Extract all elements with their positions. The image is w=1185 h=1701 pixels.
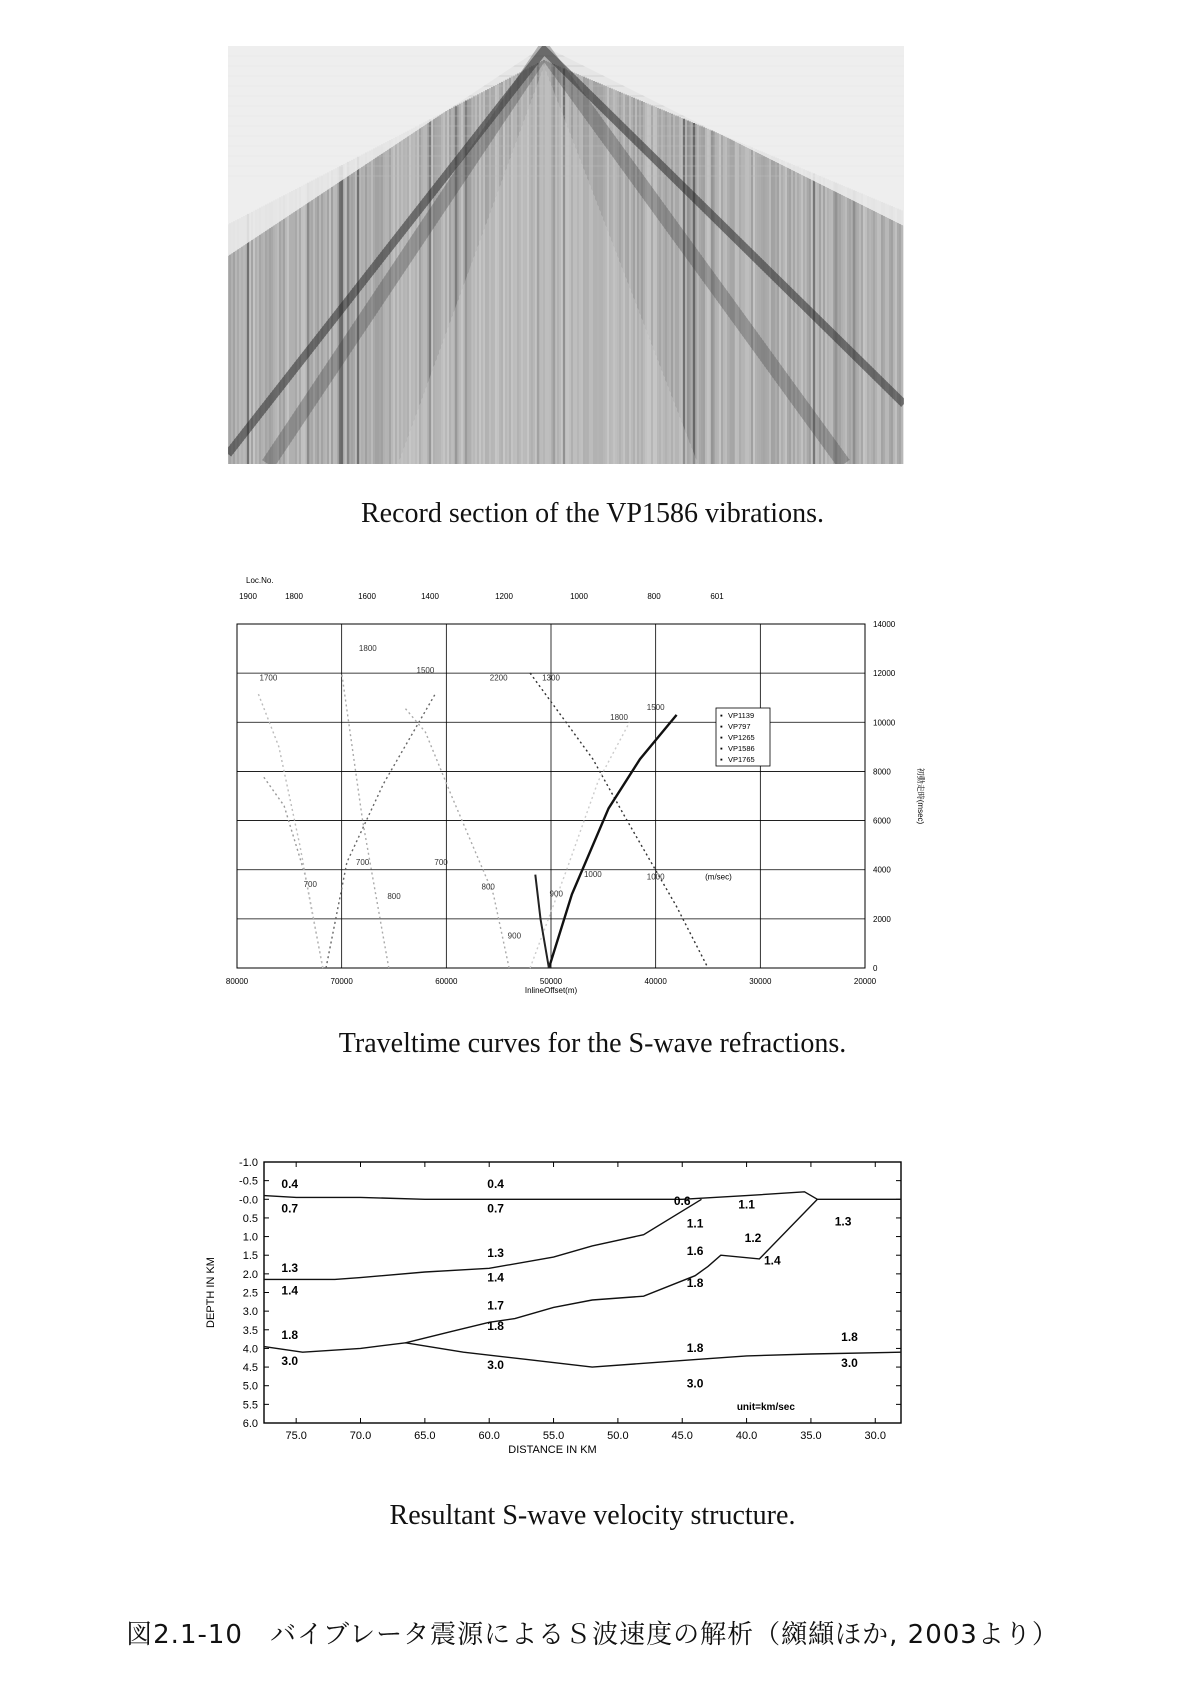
record-section-caption: Record section of the VP1586 vibrations.: [361, 498, 824, 529]
velocity-label: 0.7: [487, 1201, 504, 1216]
x-tick-label: 75.0: [285, 1430, 307, 1442]
y-tick-label: 1.5: [242, 1250, 258, 1263]
x-tick-label: 50.0: [607, 1430, 629, 1442]
velocity-annotation: 2200: [489, 673, 508, 683]
velocity-annotation: 1500: [646, 703, 665, 712]
x-tick-label: 60000: [435, 977, 458, 986]
legend-marker: ▪: [720, 711, 723, 720]
velocity-label: 1.3: [487, 1246, 504, 1261]
x-tick-label: 70.0: [349, 1430, 372, 1442]
x-tick-label: 40000: [644, 977, 667, 986]
velocity-label: 3.0: [487, 1357, 504, 1372]
velocity-label: 1.1: [738, 1197, 755, 1212]
y-tick-label: 6.0: [242, 1418, 258, 1430]
series-line: [535, 875, 549, 968]
loc-tick-label: 1200: [495, 592, 513, 601]
velocity-label: 1.8: [281, 1328, 299, 1343]
velocity-label: 1.3: [834, 1214, 852, 1229]
legend-entry: VP1139: [728, 711, 755, 720]
legend-entry: VP1265: [728, 733, 755, 742]
velocity-structure-chart: [200, 1140, 960, 1500]
y-tick-label: 6000: [873, 816, 891, 826]
loc-tick-label: 800: [647, 592, 661, 601]
velocity-annotation: 1300: [542, 673, 560, 683]
velocity-label: 0.4: [281, 1177, 299, 1192]
velocity-label: 0.6: [673, 1193, 691, 1208]
velocity-annotation: 700: [303, 879, 317, 889]
velocity-annotation: 800: [387, 892, 401, 902]
velocity-annotation: 900: [549, 889, 563, 899]
traveltime-caption: Traveltime curves for the S-wave refractions.: [338, 1028, 847, 1059]
loc-tick-label: 1800: [285, 592, 303, 601]
y-tick-label: 3.5: [242, 1324, 258, 1337]
x-tick-label: 40.0: [735, 1430, 758, 1442]
velocity-label: 3.0: [281, 1354, 299, 1369]
velocity-label: 1.8: [686, 1275, 704, 1290]
velocity-annotation: 1800: [358, 644, 377, 654]
velocity-label: 1.4: [281, 1283, 299, 1298]
series-line: [258, 693, 323, 968]
velocity-annotation: 1000: [646, 872, 665, 882]
velocity-label: 1.6: [686, 1244, 704, 1259]
y-tick-label: 4000: [873, 865, 891, 875]
legend-entry: VP1765: [728, 755, 755, 764]
velocity-label: 1.8: [841, 1329, 858, 1344]
y-tick-label: 2.5: [242, 1287, 258, 1300]
x-tick-label: 70000: [330, 977, 353, 986]
record-section-image: [228, 46, 904, 464]
plot-frame: [264, 1162, 901, 1423]
velocity-label: 1.8: [686, 1341, 704, 1356]
y-tick-label: 14000: [873, 620, 896, 629]
series-line: [530, 722, 629, 968]
y-tick-label: 2000: [873, 914, 891, 924]
record-section-figure: [228, 46, 904, 464]
legend-entry: VP1586: [728, 744, 755, 753]
y-tick-label: 5.0: [242, 1380, 258, 1393]
legend-marker: ▪: [720, 755, 723, 764]
series-line: [405, 708, 510, 969]
legend-marker: ▪: [720, 733, 723, 742]
series-line: [263, 776, 323, 968]
velocity-annotation: 700: [355, 857, 370, 867]
x-tick-label: 30.0: [864, 1430, 886, 1442]
y-tick-label: 5.5: [242, 1399, 258, 1412]
interface-line: [406, 1199, 818, 1343]
interface-line: [264, 1343, 901, 1367]
legend-entry: VP797: [728, 722, 751, 731]
x-axis-label: DISTANCE IN KM: [508, 1444, 597, 1456]
loc-no-label: Loc.No.: [246, 576, 274, 585]
y-tick-label: 4.5: [242, 1362, 258, 1375]
y-tick-label: -1.0: [239, 1157, 258, 1169]
velocity-annotation: 1800: [610, 712, 628, 722]
velocity-label: 1.1: [686, 1216, 704, 1231]
velocity-annotation: 1700: [259, 673, 278, 683]
y-tick-label: 4.0: [242, 1343, 258, 1356]
y-tick-label: 2.0: [242, 1268, 258, 1281]
loc-tick-label: 1400: [421, 592, 439, 601]
y-axis-label: DEPTH IN KM: [205, 1257, 217, 1328]
velocity-label: 1.4: [487, 1270, 504, 1285]
y-tick-label: 1.0: [242, 1231, 258, 1244]
velocity-label: 3.0: [841, 1356, 858, 1371]
unit-label: unit=km/sec: [736, 1401, 795, 1413]
velocity-label: 1.8: [487, 1318, 504, 1333]
velocity-label: 1.4: [763, 1253, 781, 1268]
x-tick-label: 20000: [853, 977, 877, 986]
velocity-label: 1.2: [744, 1231, 762, 1246]
y-tick-label: 12000: [873, 669, 896, 679]
interface-line: [264, 1199, 702, 1279]
velocity-annotation: 1000: [583, 870, 602, 880]
x-axis-label: InlineOffset(m): [524, 986, 578, 995]
x-tick-label: 60.0: [478, 1430, 500, 1442]
interfaces: [264, 1192, 901, 1367]
series-line: [326, 693, 436, 968]
velocity-structure-figure: [200, 1140, 960, 1500]
y-tick-label: -0.5: [239, 1175, 258, 1188]
y-tick-label: -0.0: [239, 1194, 258, 1207]
y-tick-label: 10000: [873, 718, 896, 728]
loc-tick-label: 1900: [239, 592, 257, 601]
x-tick-label: 45.0: [671, 1430, 693, 1442]
loc-tick-label: 1600: [358, 592, 376, 601]
velocity-label: 0.4: [487, 1177, 504, 1192]
y-tick-label: 0: [873, 964, 878, 973]
x-tick-label: 65.0: [414, 1430, 436, 1442]
y-tick-label: 8000: [873, 767, 891, 777]
speed-unit-label: (m/sec): [705, 872, 732, 882]
y-axis-label: 初動走時(msec): [916, 767, 925, 825]
y-tick-label: 3.0: [242, 1306, 258, 1319]
x-tick-label: 80000: [225, 977, 249, 986]
traveltime-chart: [210, 572, 950, 1012]
figure-title: 図2.1-10 バイブレータ震源によるＳ波速度の解析（纐纈ほか, 2003より）: [126, 1620, 1059, 1650]
x-tick-label: 30000: [749, 977, 772, 986]
velocity-annotation: 900: [507, 931, 522, 941]
x-tick-label: 35.0: [800, 1430, 822, 1442]
legend-marker: ▪: [720, 744, 723, 753]
velocity-label: 3.0: [686, 1376, 704, 1391]
x-axis: [285, 1162, 886, 1442]
velocity-label: 1.7: [487, 1298, 504, 1313]
velocity-annotation: 700: [434, 857, 448, 867]
velocity-structure-caption: Resultant S-wave velocity structure.: [389, 1500, 796, 1531]
x-tick-label: 50000: [539, 977, 563, 986]
interface-line: [264, 1192, 901, 1200]
loc-tick-label: 601: [710, 592, 724, 601]
velocity-annotation: 1500: [416, 666, 435, 676]
velocity-label: 0.7: [281, 1201, 299, 1216]
velocity-annotation: 800: [481, 882, 495, 892]
x-tick-label: 55.0: [542, 1430, 565, 1442]
traveltime-figure: [210, 572, 950, 1012]
y-tick-label: 0.5: [242, 1212, 258, 1225]
velocity-label: 1.3: [281, 1260, 299, 1275]
loc-tick-label: 1000: [570, 592, 588, 601]
legend-marker: ▪: [720, 722, 723, 731]
